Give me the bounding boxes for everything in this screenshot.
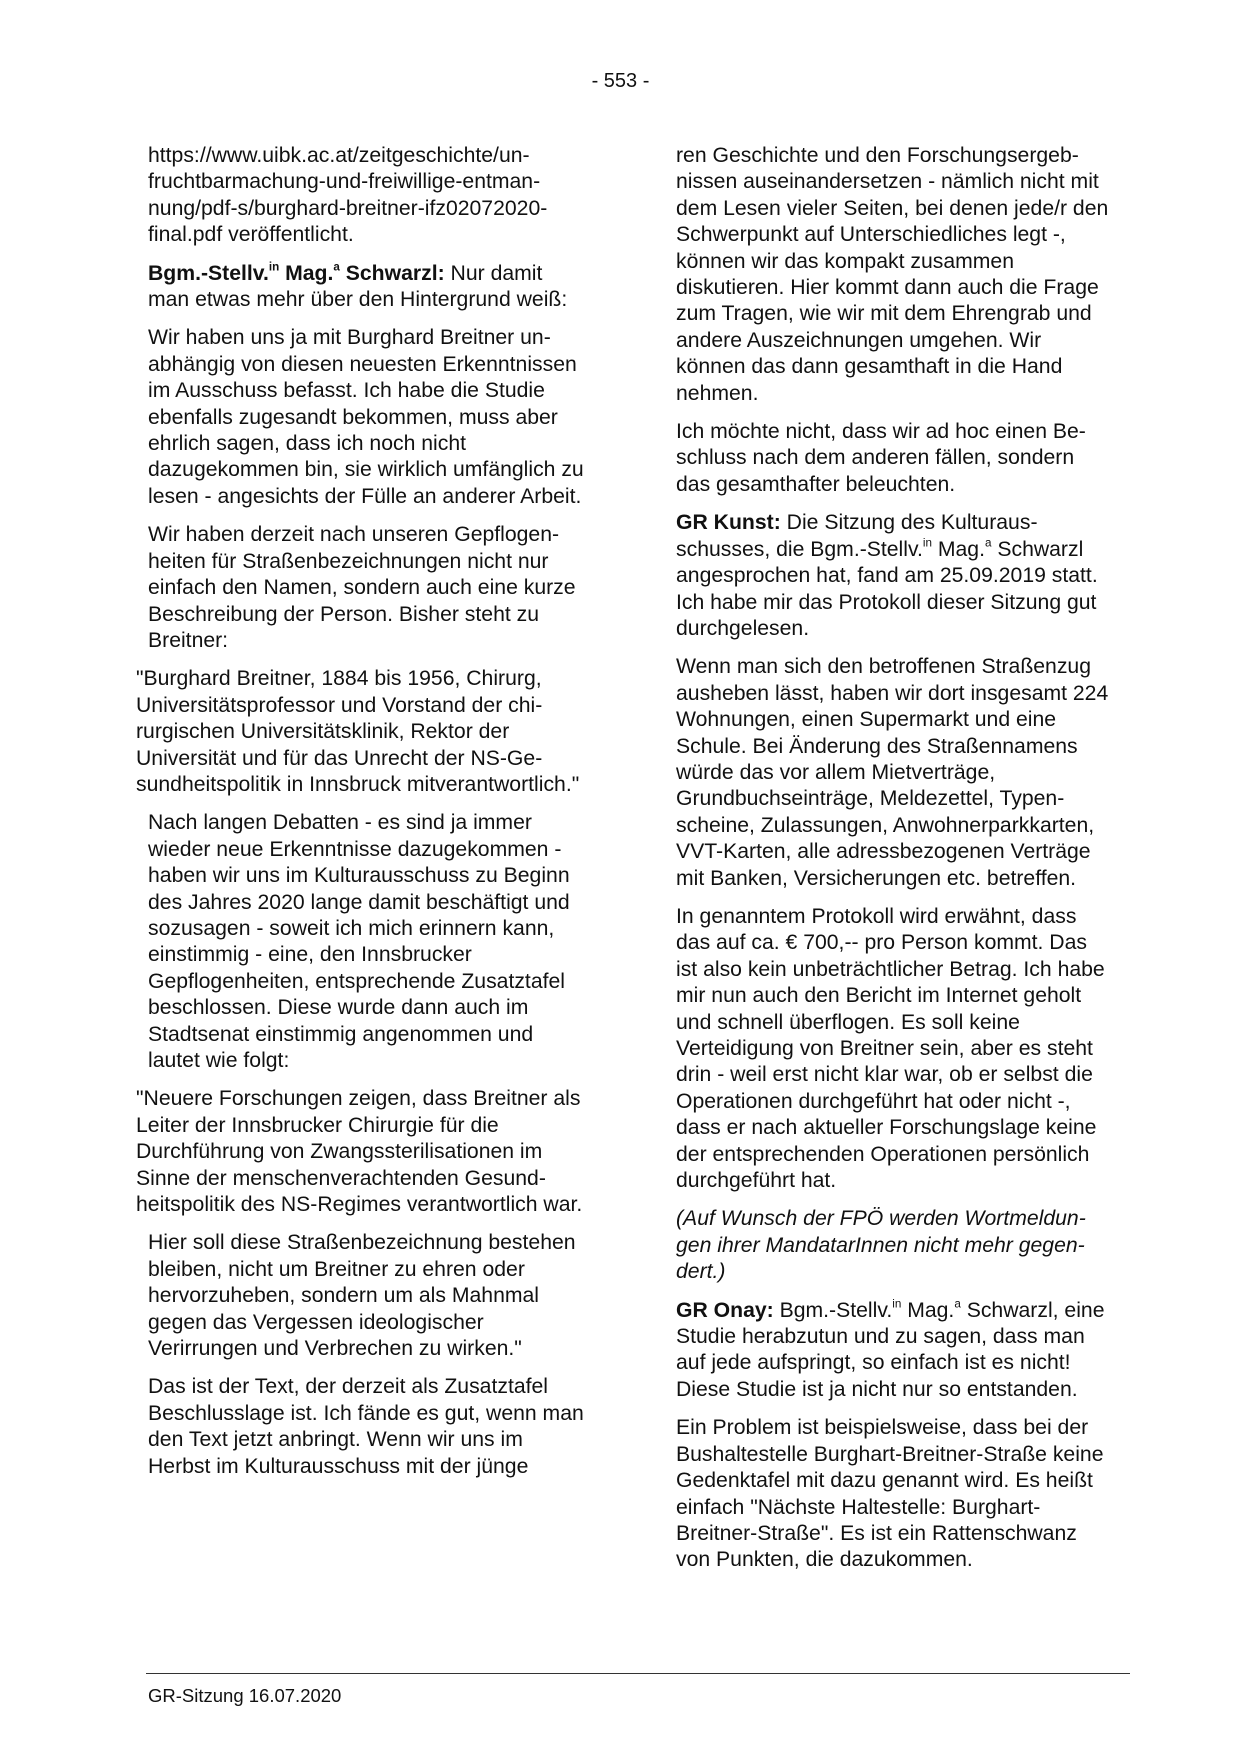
paragraph: ren Geschichte und den Forschungsergebnissen auseinandersetzen - nämlich nicht mit dem Lesen vieler Seiten, bei denen jede/r den Schwerpunkt auf Unterschiedliches legt -, können wir das kompakt zusammen diskutieren. Hier kommt dann auch die Frage zum Tragen, wie wir mit dem Ehrengrab und andere Auszeichnungen umgehen. Wir können das dann gesamthaft in die Hand nehmen. — [676, 144, 1109, 405]
speech-paragraph: GR Onay: Bgm.-Stellv.$^{in}$ Mag.$^a$ Schwarzl, eine Studie herabzutun und zu sagen, dass man auf jede aufspringt, so einfach ist es nicht! Diese Studie ist ja nicht nur so entstanden. — [676, 1297, 1105, 1401]
speech-paragraph — [148, 261, 584, 314]
paragraph: Wir haben derzeit nach unseren Gepflogenheiten für Straßenbezeichnungen nicht nur einfach den Namen, sondern auch eine kurze Beschreibung der Person. Bisher steht zu Breitner: — [148, 523, 576, 652]
editorial-note: (Auf Wunsch der FPÖ werden Wortmeldungen ihrer MandatarInnen nicht mehr gegendert.) — [676, 1207, 1086, 1284]
speech-paragraph: GR Kunst: Die Sitzung des Kulturausschusses, die Bgm.-Stellv.$^{in}$ Mag.$^a$ Schwarzl angesprochen hat, fand am 25.09.2019 statt. Ich habe mir das Protokoll dieser Sitzung gut durchgelesen. — [676, 511, 1098, 640]
page-number: - 553 - — [591, 70, 650, 92]
paragraph: https://www.uibk.ac.at/zeitgeschichte/unfruchtbarmachung-und-freiwillige-entmannung/pdf-s/burghard-breitner-ifz02072020-final.pdf veröffentlicht. — [148, 144, 548, 247]
right-column — [676, 143, 1112, 1586]
paragraph: Ich möchte nicht, dass wir ad hoc einen Beschluss nach dem anderen fällen, sondern das gesamthafter beleuchten. — [676, 420, 1086, 496]
paragraph: Ein Problem ist beispielsweise, dass bei der Bushaltestelle Burghart-Breitner-Straße keine Gedenktafel mit dazu genannt wird. Es heißt einfach "Nächste Haltestelle: Burghart-Breitner-Straße". Es ist ein Rattenschwanz von Punkten, die dazukommen. — [676, 1416, 1104, 1572]
footer-divider — [146, 1673, 1130, 1674]
speaker-name: GR Kunst: — [676, 511, 781, 535]
paragraph: Wir haben uns ja mit Burghard Breitner unabhängig von diesen neuesten Erkenntnissen im Ausschuss befasst. Ich habe die Studie ebenfalls zugesandt bekommen, muss aber ehrlich sagen, dass ich noch nicht dazugekommen bin, sie wirklich umfänglich zu lesen - angesichts der Fülle an anderer Arbeit. — [148, 326, 584, 508]
speaker-name: Bgm.-Stellv.$^{in}$ Mag.$^a$ Schwarzl: — [148, 260, 445, 285]
quote-paragraph: "Neuere Forschungen zeigen, dass Breitner als Leiter der Innsbrucker Chirurgie für die Durchführung von Zwangssterilisationen im Sinne der menschenverachtenden Gesundheitspolitik des NS-Regimes verantwortlich war. — [136, 1087, 583, 1217]
paragraph: In genanntem Protokoll wird erwähnt, dass das auf ca. € 700,-- pro Person kommt. Das ist also kein unbeträchtlicher Betrag. Ich habe mir nun auch den Bericht im Internet geholt und schnell überflogen. Es soll keine Verteidigung von Breitner sein, aber es steht drin - weil erst nicht klar war, ob er selbst die Operationen durchgeführt hat oder nicht -, dass er nach aktueller Forschungslage keine der entsprechenden Operationen persönlich durchgeführt hat. — [676, 904, 1105, 1193]
speech-text: Nur damit man etwas mehr über den Hintergrund weiß: — [148, 261, 568, 312]
quote-paragraph: "Burghard Breitner, 1884 bis 1956, Chirurg, Universitätsprofessor und Vorstand der chirurgischen Universitätsklinik, Rektor der Universität und für das Unrecht der NS-Gesundheitspolitik in Innsbruck mitverantwortlich." — [136, 667, 580, 796]
paragraph: Das ist der Text, der derzeit als Zusatztafel Beschlusslage ist. Ich fände es gut, wenn man den Text jetzt anbringt. Wenn wir uns im Herbst im Kulturausschuss mit der jünge — [148, 1375, 584, 1478]
paragraph: Hier soll diese Straßenbezeichnung bestehen bleiben, nicht um Breitner zu ehren oder hervorzuheben, sondern um als Mahnmal gegen das Vergessen ideologischer Verirrungen und Verbrechen zu wirken." — [148, 1231, 576, 1361]
speaker-name: GR Onay: — [676, 1298, 774, 1322]
paragraph: Wenn man sich den betroffenen Straßenzug ausheben lässt, haben wir dort insgesamt 224 Wohnungen, einen Supermarkt und eine Schule. Bei Änderung des Straßennamens würde das vor allem Mietverträge, Grundbuchseinträge, Meldezettel, Typenscheine, Zulassungen, Anwohnerparkkarten, VVT-Karten, alle adressbezogenen Verträge mit Banken, Versicherungen etc. betreffen. — [676, 655, 1109, 890]
left-column — [136, 143, 584, 1492]
paragraph: Nach langen Debatten - es sind ja immer wieder neue Erkenntnisse dazugekommen - haben wir uns im Kulturausschuss zu Beginn des Jahres 2020 lange damit beschäftigt und sozusagen - soweit ich mich erinnern kann, einstimmig - eine, den Innsbrucker Gepflogenheiten, entsprechende Zusatztafel beschlossen. Diese wurde dann auch im Stadtsenat einstimmig angenommen und lautet wie folgt: — [148, 811, 570, 1072]
footer-text: GR-Sitzung 16.07.2020 — [148, 1685, 342, 1706]
